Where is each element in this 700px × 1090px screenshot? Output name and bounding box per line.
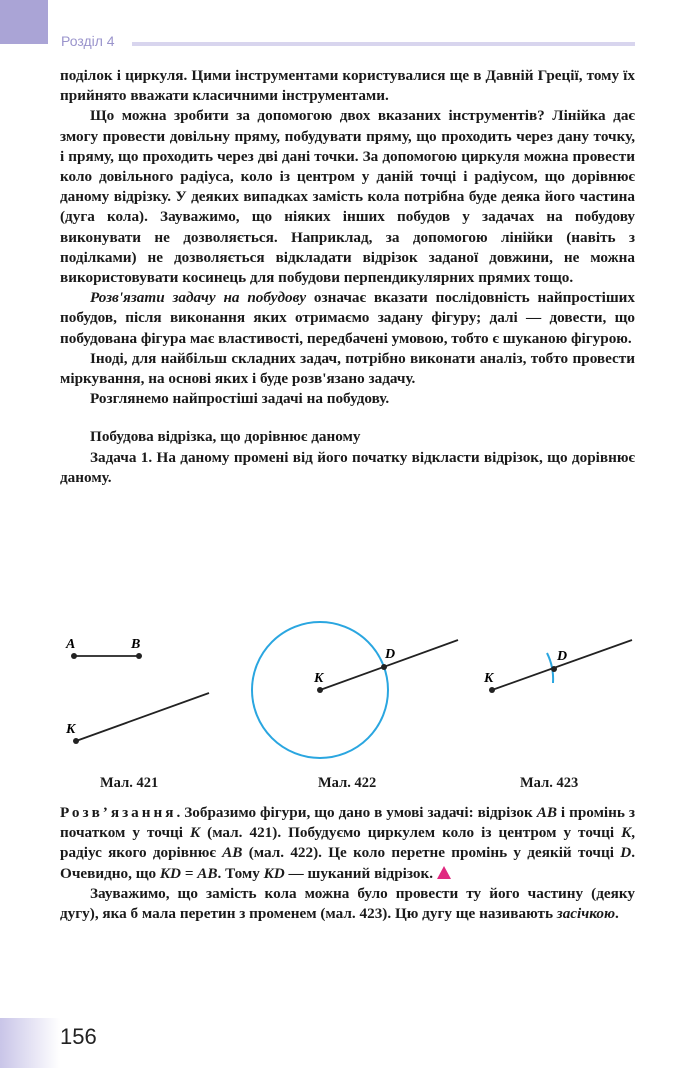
point-name: K (621, 824, 632, 842)
solution-paragraph (60, 803, 635, 884)
ray-k-423 (492, 640, 632, 690)
point-k-423 (489, 687, 495, 693)
segment-name: AB (197, 864, 218, 882)
caption-422: Мал. 422 (318, 775, 377, 791)
caption-421: Мал. 421 (100, 775, 159, 791)
paragraph-5: Розглянемо найпростіші задачі на побудову. (90, 390, 390, 408)
paragraph-3 (60, 288, 635, 349)
solution-part: і промінь з початком у точці (60, 804, 635, 842)
point-d-423 (551, 666, 557, 672)
solution-part: = (181, 864, 198, 882)
solution-part: . Тому (217, 864, 264, 882)
paragraph-3-text: означає вказати послідовність найпростіших побудов, після виконання яких отримаємо задану фігуру; далі — довести, що побудована фігура має властивості, передбачені умовою, тобто є шуканою фігурою. (60, 289, 635, 347)
label-d-422: D (385, 647, 396, 662)
task-heading: Побудова відрізка, що дорівнює даному (90, 428, 361, 446)
label-d-423: D (557, 649, 568, 664)
corner-tab (0, 0, 48, 44)
ray-k-421 (76, 693, 209, 741)
caption-423: Мал. 423 (520, 775, 579, 791)
solution-part: , радіус якого дорівнює (60, 824, 635, 862)
solution-label: Розв’язання (60, 804, 177, 821)
solution-part: (мал. 422). Це коло перетне промінь у деякій точці (242, 844, 621, 862)
solution-part: (мал. 421). Побудуємо циркулем коло із центром у точці (200, 824, 622, 842)
point-name: D (620, 844, 632, 862)
label-k-423: K (484, 671, 494, 686)
note-term: засічкою (556, 905, 616, 923)
end-of-solution-icon (437, 866, 451, 879)
label-k-421: K (66, 722, 76, 737)
header-rule (132, 42, 635, 46)
task-label: Задача 1 (90, 448, 149, 466)
note-paragraph (60, 884, 635, 924)
main-text (60, 66, 635, 488)
solution-text (60, 803, 635, 924)
task-text: . На даному промені від його початку відкласти відрізок, що дорівнює даному. (60, 448, 635, 486)
segment-name: KD (263, 864, 285, 882)
point-k-421 (73, 738, 79, 744)
segment-name: AB (222, 844, 243, 862)
term-construction-task: Розв'язати задачу на побудову (90, 289, 307, 307)
point-d-422 (381, 664, 387, 670)
point-k-422 (317, 687, 323, 693)
point-name: K (189, 824, 201, 842)
task-1 (60, 448, 635, 488)
solution-part: . Зобразимо фігури, що дано в умові задачі: відрізок (176, 804, 537, 821)
solution-part: — шуканий відрізок. (284, 864, 434, 882)
note-text: Зауважимо, що замість кола можна було провести ту його частину (деяку дугу), яка б мала перетин з променем (мал. 423). Цю дугу ще називають (60, 884, 635, 923)
point-a (71, 653, 77, 659)
paragraph-4: Іноді, для найбільш складних задач, потрібно виконати аналіз, тобто провести міркування, на основі яких і буде розв'язано задачу. (60, 349, 635, 388)
page-number: 156 (60, 1024, 97, 1049)
paragraph-2: Що можна зробити за допомогою двох вказаних інструментів? Лінійка дає змогу провести довільну пряму, побудувати пряму, що проходить через дану точку, і пряму, що проходить через дві дані точки. За допомогою циркуля можна провести коло довільного радіуса, коло із центром у даній точці і радіусом, що дорівнює даному відрізку. У деяких випадках замість кола потрібна буде деяка його частина (дуга кола). Зауважимо, що ніяких інших побудов у задачах на побудову виконувати не дозволяється. Наприклад, за допомогою лінійки (навіть з поділками) не дозволяється відкладати відрізок заданої довжини, не можна використовувати косинець для побудови перпендикулярних прямих тощо. (60, 107, 635, 287)
paragraph-1: поділок і циркуля. Цими інструментами користувалися ще в Давній Греції, тому їх прийнято вважати класичними інструментами. (60, 67, 635, 105)
segment-name: KD (159, 864, 182, 882)
note-end: . (615, 905, 619, 923)
section-label: Розділ 4 (61, 33, 115, 49)
figures (0, 620, 700, 770)
label-k-422: K (314, 671, 324, 686)
label-b: B (131, 637, 141, 652)
point-b (136, 653, 142, 659)
footer-bar (0, 1018, 60, 1068)
segment-name: AB (536, 804, 557, 821)
solution-part: . Очевидно, що (60, 844, 635, 882)
label-a: A (66, 637, 76, 652)
